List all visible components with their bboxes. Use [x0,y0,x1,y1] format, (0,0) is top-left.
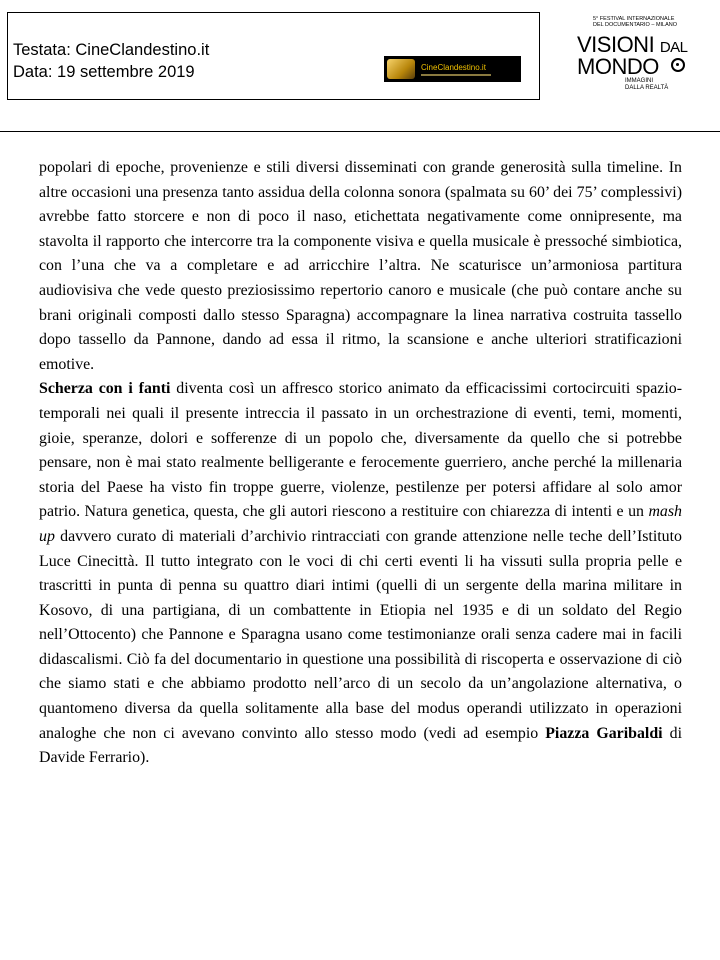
paragraph-2: Scherza con i fanti diventa così un affresco storico animato da efficacissimi cortocircuiti spazio-temporali nei quali il presente intreccia il passato in un orchestrazione di eventi, temi, momenti, gioie, speranze, dolori e sofferenze di un popolo che, diversamente da quello che si potrebbe pensare, non è mai stato realmente belligerante e ferocemente guerriero, anche perché la millenaria storia del Paese ha visto fin troppe guerre, violenze, pestilenze per potersi affidare al solo amor patrio. Natura genetica, questa, che gli autori riescono a restituire con chiarezza di intenti e un mash up davvero curato di materiali d’archivio rintracciati con grande attenzione nelle teche dell’Istituto Luce Cinecittà. Il tutto integrato con le voci di chi certi eventi li ha vissuti sulla propria pelle e trascritti in punta di penna su quattro diari intimi (quelli di un sergente della marina militare in Kosovo, di una partigiana, di un combattente in Etiopia nel 1935 e di un soldato del Regio nell’Ottocento) che Pannone e Sparagna usano come testimonianze orali senza cadere mai in facili didascalismi. Ciò fa del documentario in questione una possibilità di riscoperta e osservazione di ciò che siamo stati e che abbiamo prodotto nell’arco di un secolo da un’angolazione alternativa, o quantomeno diversa da quella solitamente alla base del modus operandi utilizzato in operazioni analoghe che non ci avevano convinto allo stesso modo (vedi ad esempio Piazza Garibaldi di Davide Ferrario). [39,380,682,767]
festival-edition: 5° FESTIVAL INTERNAZIONALE DEL DOCUMENTARIO – MILANO [593,16,678,28]
festival-title-line2: MONDO [577,54,659,79]
visioni-dal-mondo-logo [573,12,693,92]
source-logo-text: CineClandestino.it [421,62,486,72]
article-body [39,156,682,771]
festival-tagline: IMMAGINI DALLA REALTÀ [625,78,669,91]
film-title: Scherza con i fanti [39,380,171,398]
festival-title-line1: VISIONI DAL [577,32,688,57]
film-reel-icon [671,58,685,72]
italic-term: mash up [39,503,682,545]
source-logo-subline [421,74,491,76]
header-box [7,12,540,100]
date-label: Data: 19 settembre 2019 [13,63,195,81]
cineclandestino-logo [384,56,521,82]
testata-label: Testata: CineClandestino.it [13,41,210,59]
film-title-reference: Piazza Garibaldi [545,724,663,742]
header-meta [13,39,209,83]
film-reel-icon [387,59,415,79]
paragraph-1: popolari di epoche, provenienze e stili diversi disseminati con grande generosità sulla timeline. In altre occasioni una presenza tanto assidua della colonna sonora (spalmata su 60’ dei 75’ complessivi) avrebbe fatto storcere e non di poco il naso, etichettata negativamente come onnipresente, ma stavolta il rapporto che intercorre tra la componente visiva e quella musicale è pressoché simbiotica, con l’una che va a completare e ad arricchire l’altra. Ne scaturisce un’armoniosa partitura audiovisiva che vede questo preziosissimo repertorio canoro e musicale (che può contare anche su brani originali composti dallo stesso Sparagna) accompagnare la linea narrativa costruita tassello dopo tassello da Pannone, dando ad essa il ritmo, la scansione e anche ulteriori stratificazioni emotive. [39,159,682,373]
header-divider [0,131,720,132]
